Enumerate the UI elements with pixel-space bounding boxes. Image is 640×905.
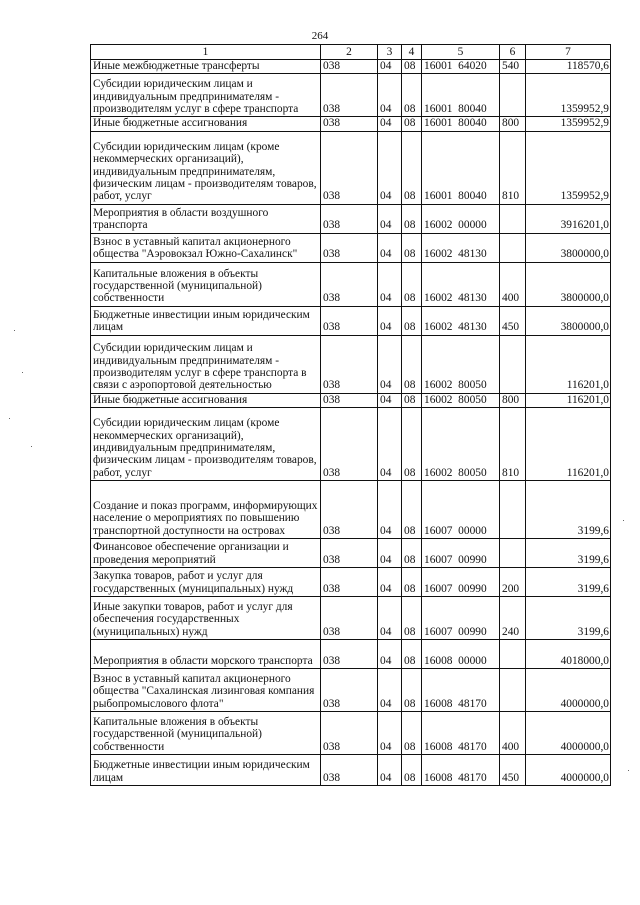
scan-speck xyxy=(628,770,629,771)
row-section: 04 xyxy=(378,306,402,335)
row-section: 04 xyxy=(378,481,402,539)
row-expense-type: 200 xyxy=(500,568,526,597)
row-name: Капитальные вложения в объекты государственной (муниципальной) собственности xyxy=(91,712,321,755)
scan-speck xyxy=(623,520,624,521)
row-name: Иные межбюджетные трансферты xyxy=(91,60,321,74)
row-name: Мероприятия в области воздушного транспорта xyxy=(91,204,321,233)
row-code: 038 xyxy=(321,755,378,786)
row-section: 04 xyxy=(378,712,402,755)
row-name: Иные закупки товаров, работ и услуг для обеспечения государственных (муниципальных) нужд xyxy=(91,597,321,640)
row-section: 04 xyxy=(378,131,402,204)
row-code: 038 xyxy=(321,74,378,117)
row-name: Субсидии юридическим лицам (кроме некоммерческих организаций), индивидуальным предпринимателям, физическим лицам - производителям товаров, работ, услуг xyxy=(91,131,321,204)
row-name: Капитальные вложения в объекты государственной (муниципальной) собственности xyxy=(91,262,321,306)
row-subsection: 08 xyxy=(402,306,422,335)
row-target-article: 16002 80050 xyxy=(422,393,500,407)
row-expense-type: 540 xyxy=(500,60,526,74)
table-row xyxy=(91,262,611,306)
row-subsection: 08 xyxy=(402,131,422,204)
table-row xyxy=(91,755,611,786)
table-row xyxy=(91,408,611,481)
header-col-3: 3 xyxy=(378,45,402,60)
scan-speck xyxy=(22,372,23,373)
row-section: 04 xyxy=(378,60,402,74)
row-target-article: 16007 00990 xyxy=(422,597,500,640)
row-subsection: 08 xyxy=(402,481,422,539)
row-subsection: 08 xyxy=(402,640,422,669)
row-sum: 3800000,0 xyxy=(526,306,611,335)
header-col-6: 6 xyxy=(500,45,526,60)
row-subsection: 08 xyxy=(402,539,422,568)
table-row xyxy=(91,131,611,204)
table-row xyxy=(91,74,611,117)
row-section: 04 xyxy=(378,597,402,640)
row-subsection: 08 xyxy=(402,262,422,306)
row-code: 038 xyxy=(321,597,378,640)
row-name: Субсидии юридическим лицам (кроме некоммерческих организаций), индивидуальным предпринимателям, физическим лицам - производителям товаров, работ, услуг xyxy=(91,408,321,481)
row-expense-type: 450 xyxy=(500,755,526,786)
row-sum: 1359952,9 xyxy=(526,131,611,204)
row-section: 04 xyxy=(378,335,402,393)
row-code: 038 xyxy=(321,262,378,306)
row-code: 038 xyxy=(321,669,378,712)
row-code: 038 xyxy=(321,712,378,755)
row-target-article: 16001 80040 xyxy=(422,117,500,131)
row-name: Бюджетные инвестиции иным юридическим лицам xyxy=(91,755,321,786)
table-row xyxy=(91,306,611,335)
row-target-article: 16001 64020 xyxy=(422,60,500,74)
page-number: 264 xyxy=(311,30,329,42)
row-code: 038 xyxy=(321,568,378,597)
table-row xyxy=(91,60,611,74)
row-expense-type: 400 xyxy=(500,712,526,755)
row-sum: 3916201,0 xyxy=(526,204,611,233)
table-row xyxy=(91,233,611,262)
row-target-article: 16007 00990 xyxy=(422,539,500,568)
row-sum: 116201,0 xyxy=(526,408,611,481)
row-section: 04 xyxy=(378,408,402,481)
row-sum: 4000000,0 xyxy=(526,755,611,786)
row-target-article: 16008 48170 xyxy=(422,669,500,712)
row-sum: 116201,0 xyxy=(526,335,611,393)
row-section: 04 xyxy=(378,755,402,786)
row-sum: 1359952,9 xyxy=(526,74,611,117)
header-col-4: 4 xyxy=(402,45,422,60)
row-section: 04 xyxy=(378,669,402,712)
row-expense-type xyxy=(500,74,526,117)
row-name: Финансовое обеспечение организации и проведения мероприятий xyxy=(91,539,321,568)
row-subsection: 08 xyxy=(402,60,422,74)
table-row xyxy=(91,335,611,393)
row-sum: 4000000,0 xyxy=(526,712,611,755)
row-section: 04 xyxy=(378,117,402,131)
row-target-article: 16008 48170 xyxy=(422,755,500,786)
row-code: 038 xyxy=(321,306,378,335)
row-subsection: 08 xyxy=(402,335,422,393)
row-code: 038 xyxy=(321,393,378,407)
row-expense-type xyxy=(500,335,526,393)
row-code: 038 xyxy=(321,233,378,262)
row-code: 038 xyxy=(321,335,378,393)
row-expense-type: 810 xyxy=(500,131,526,204)
row-section: 04 xyxy=(378,74,402,117)
row-expense-type xyxy=(500,669,526,712)
row-target-article: 16002 48130 xyxy=(422,262,500,306)
row-name: Мероприятия в области морского транспорта xyxy=(91,640,321,669)
table-row xyxy=(91,640,611,669)
row-expense-type xyxy=(500,640,526,669)
row-code: 038 xyxy=(321,481,378,539)
row-subsection: 08 xyxy=(402,712,422,755)
table-row xyxy=(91,539,611,568)
row-sum: 3800000,0 xyxy=(526,233,611,262)
row-subsection: 08 xyxy=(402,393,422,407)
scan-speck xyxy=(31,446,32,447)
row-name: Субсидии юридическим лицам и индивидуальным предпринимателям - производителям услуг в сфере транспорта в связи с аэропортовой деятельностью xyxy=(91,335,321,393)
row-subsection: 08 xyxy=(402,669,422,712)
table-row xyxy=(91,204,611,233)
row-expense-type xyxy=(500,204,526,233)
table-row xyxy=(91,597,611,640)
row-sum: 4018000,0 xyxy=(526,640,611,669)
row-target-article: 16008 00000 xyxy=(422,640,500,669)
row-subsection: 08 xyxy=(402,755,422,786)
row-target-article: 16001 80040 xyxy=(422,131,500,204)
row-expense-type: 240 xyxy=(500,597,526,640)
row-target-article: 16008 48170 xyxy=(422,712,500,755)
row-sum: 116201,0 xyxy=(526,393,611,407)
row-target-article: 16002 48130 xyxy=(422,306,500,335)
header-row xyxy=(91,45,611,60)
header-col-7: 7 xyxy=(526,45,611,60)
row-code: 038 xyxy=(321,131,378,204)
row-subsection: 08 xyxy=(402,117,422,131)
row-section: 04 xyxy=(378,568,402,597)
row-expense-type xyxy=(500,233,526,262)
row-section: 04 xyxy=(378,539,402,568)
row-expense-type: 450 xyxy=(500,306,526,335)
row-name: Субсидии юридическим лицам и индивидуальным предпринимателям - производителям услуг в сфере транспорта xyxy=(91,74,321,117)
row-name: Иные бюджетные ассигнования xyxy=(91,117,321,131)
header-col-5: 5 xyxy=(422,45,500,60)
row-subsection: 08 xyxy=(402,74,422,117)
row-subsection: 08 xyxy=(402,204,422,233)
row-expense-type: 400 xyxy=(500,262,526,306)
row-target-article: 16002 00000 xyxy=(422,204,500,233)
row-sum: 3199,6 xyxy=(526,568,611,597)
row-section: 04 xyxy=(378,204,402,233)
row-sum: 3199,6 xyxy=(526,481,611,539)
row-section: 04 xyxy=(378,640,402,669)
row-sum: 3199,6 xyxy=(526,539,611,568)
budget-table xyxy=(90,44,611,786)
scan-speck xyxy=(14,330,15,331)
row-name: Бюджетные инвестиции иным юридическим лицам xyxy=(91,306,321,335)
row-expense-type: 800 xyxy=(500,117,526,131)
row-code: 038 xyxy=(321,60,378,74)
table-row xyxy=(91,669,611,712)
row-target-article: 16007 00000 xyxy=(422,481,500,539)
row-target-article: 16001 80040 xyxy=(422,74,500,117)
row-sum: 4000000,0 xyxy=(526,669,611,712)
row-target-article: 16002 80050 xyxy=(422,408,500,481)
row-code: 038 xyxy=(321,539,378,568)
row-expense-type: 810 xyxy=(500,408,526,481)
row-subsection: 08 xyxy=(402,233,422,262)
table-row xyxy=(91,481,611,539)
table-row xyxy=(91,117,611,131)
row-expense-type xyxy=(500,481,526,539)
row-name: Иные бюджетные ассигнования xyxy=(91,393,321,407)
row-code: 038 xyxy=(321,204,378,233)
table-row xyxy=(91,393,611,407)
header-col-1: 1 xyxy=(91,45,321,60)
row-sum: 3800000,0 xyxy=(526,262,611,306)
row-section: 04 xyxy=(378,393,402,407)
row-expense-type: 800 xyxy=(500,393,526,407)
row-expense-type xyxy=(500,539,526,568)
table-row xyxy=(91,712,611,755)
row-sum: 118570,6 xyxy=(526,60,611,74)
row-section: 04 xyxy=(378,233,402,262)
row-name: Взнос в уставный капитал акционерного общества "Аэровокзал Южно-Сахалинск" xyxy=(91,233,321,262)
row-target-article: 16002 48130 xyxy=(422,233,500,262)
row-section: 04 xyxy=(378,262,402,306)
header-col-2: 2 xyxy=(321,45,378,60)
scan-speck xyxy=(9,418,10,419)
row-sum: 3199,6 xyxy=(526,597,611,640)
row-subsection: 08 xyxy=(402,408,422,481)
row-target-article: 16007 00990 xyxy=(422,568,500,597)
row-code: 038 xyxy=(321,117,378,131)
row-subsection: 08 xyxy=(402,597,422,640)
row-name: Закупка товаров, работ и услуг для государственных (муниципальных) нужд xyxy=(91,568,321,597)
table-row xyxy=(91,568,611,597)
row-subsection: 08 xyxy=(402,568,422,597)
row-target-article: 16002 80050 xyxy=(422,335,500,393)
row-name: Взнос в уставный капитал акционерного общества "Сахалинская лизинговая компания рыбопромыслового флота" xyxy=(91,669,321,712)
row-name: Создание и показ программ, информирующих население о мероприятиях по повышению транспортной доступности на островах xyxy=(91,481,321,539)
row-code: 038 xyxy=(321,408,378,481)
row-sum: 1359952,9 xyxy=(526,117,611,131)
row-code: 038 xyxy=(321,640,378,669)
